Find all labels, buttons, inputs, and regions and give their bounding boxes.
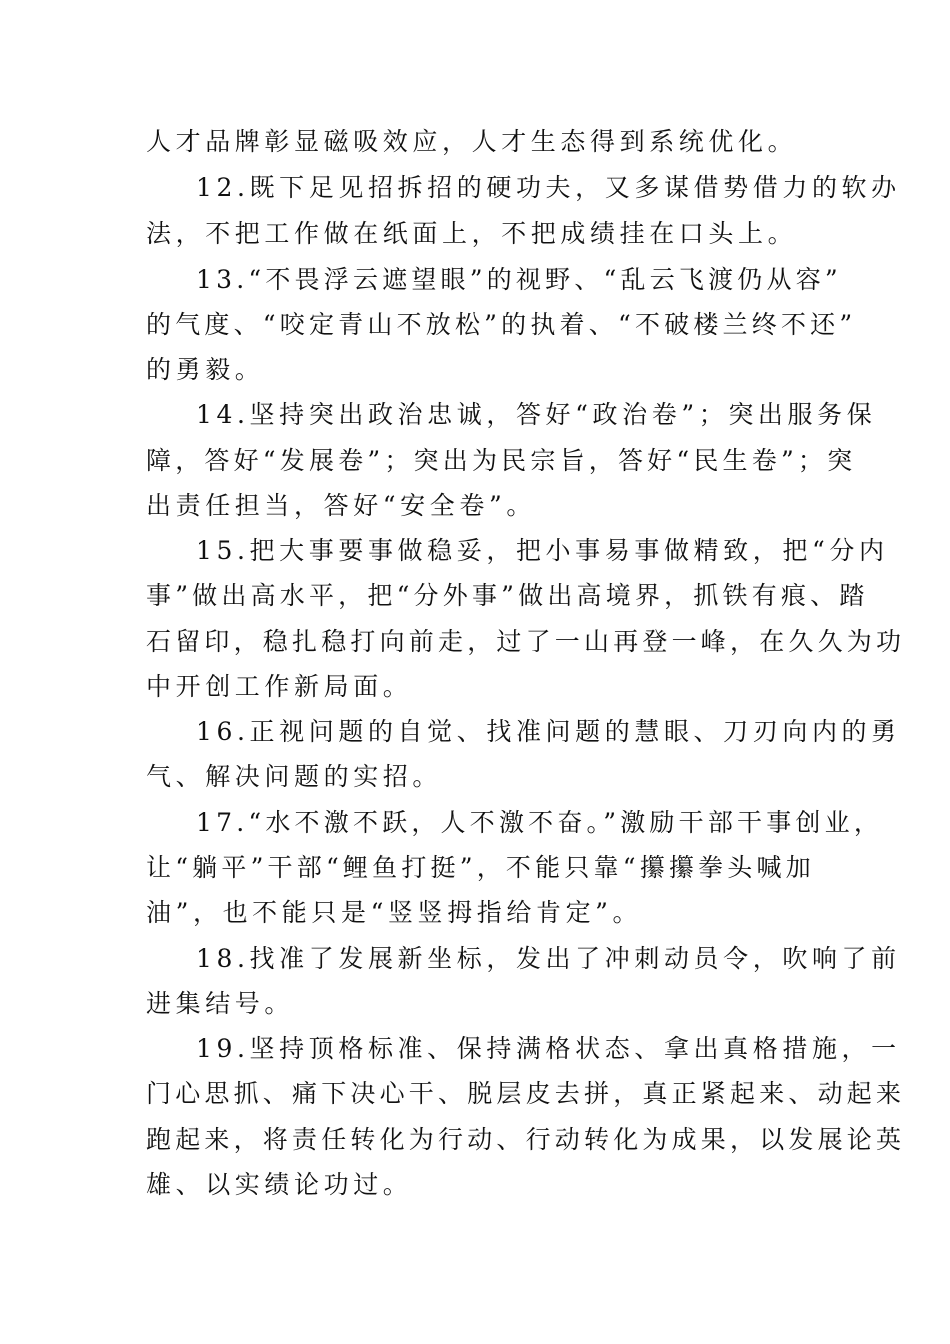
paragraph-18-line-1: 18.找准了发展新坐标，发出了冲刺动员令，吹响了前 — [196, 944, 901, 973]
paragraph-19-line-1: 19.坚持顶格标准、保持满格状态、拿出真格措施，一 — [196, 1034, 901, 1063]
text-line: 的气度、“咬定青山不放松”的执着、“不破楼兰终不还” — [146, 310, 857, 339]
text-line: 法，不把工作做在纸面上，不把成绩挂在口头上。 — [146, 219, 798, 248]
text-line: 让“躺平”干部“鲤鱼打挺”，不能只靠“攥攥拳头喊加 — [146, 853, 815, 882]
text-line: 进集结号。 — [146, 989, 295, 1018]
text-line: 跑起来，将责任转化为行动、行动转化为成果，以发展论英 — [146, 1125, 906, 1154]
paragraph-14-line-1: 14.坚持突出政治忠诚，答好“政治卷”；突出服务保 — [196, 400, 877, 429]
text-line: 出责任担当，答好“安全卷”。 — [146, 491, 536, 520]
text-line: 事”做出高水平，把“分外事”做出高境界，抓铁有痕、踏 — [146, 581, 869, 610]
text-line: 人才品牌彰显磁吸效应，人才生态得到系统优化。 — [146, 127, 798, 156]
text-line: 中开创工作新局面。 — [146, 672, 413, 701]
text-line: 障，答好“发展卷”；突出为民宗旨，答好“民生卷”；突 — [146, 446, 857, 475]
text-line: 油”，也不能只是“竖竖拇指给肯定”。 — [146, 898, 643, 927]
text-line: 雄、以实绩论功过。 — [146, 1170, 413, 1199]
text-line: 石留印，稳扎稳打向前走，过了一山再登一峰，在久久为功 — [146, 627, 906, 656]
paragraph-17-line-1: 17.“水不激不跃，人不激不奋。”激励干部干事创业， — [196, 808, 884, 837]
paragraph-13-line-1: 13.“不畏浮云遮望眼”的视野、“乱云飞渡仍从容” — [196, 265, 842, 294]
text-line: 门心思抓、痛下决心干、脱层皮去拼，真正紧起来、动起来 — [146, 1079, 906, 1108]
paragraph-15-line-1: 15.把大事要事做稳妥，把小事易事做精致，把“分内 — [196, 536, 889, 565]
text-line: 气、解决问题的实招。 — [146, 762, 443, 791]
paragraph-12-line-1: 12.既下足见招拆招的硬功夫，又多谋借势借力的软办 — [196, 173, 901, 202]
paragraph-16-line-1: 16.正视问题的自觉、找准问题的慧眼、刀刃向内的勇 — [196, 717, 901, 746]
text-line: 的勇毅。 — [146, 355, 265, 384]
